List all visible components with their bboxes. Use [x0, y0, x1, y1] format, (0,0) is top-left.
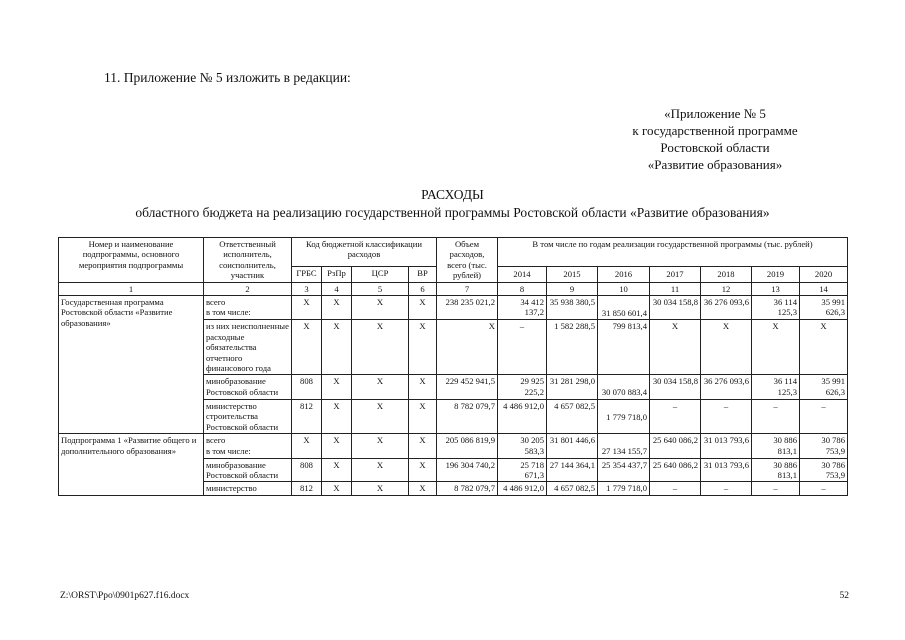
year-value-cell: 30 886 813,1: [752, 434, 800, 458]
year-value-cell: 30 070 883,4: [598, 375, 650, 399]
year-value-cell: 30 786 753,9: [800, 458, 848, 482]
year-value-cell: –: [800, 399, 848, 433]
year-value-cell: –: [650, 399, 701, 433]
executor-cell: всего в том числе:: [204, 434, 292, 458]
header-row-1: [59, 238, 848, 267]
header-year: 2014: [498, 266, 547, 282]
header-vr: ВР: [409, 266, 437, 282]
csr-cell: X: [352, 375, 409, 399]
appendix-line-2: к государственной программе: [632, 123, 798, 138]
year-value-cell: 31 281 298,0: [547, 375, 598, 399]
header-grbs: ГРБС: [292, 266, 322, 282]
year-value-cell: 1 779 718,0: [598, 482, 650, 495]
rzpr-cell: X: [322, 482, 352, 495]
column-number: 2: [204, 282, 292, 295]
header-year: 2019: [752, 266, 800, 282]
header-years-group: В том числе по годам реализации государственной программы (тыс. рублей): [498, 238, 848, 267]
appendix-heading: [585, 105, 845, 173]
year-value-cell: 36 114 125,3: [752, 375, 800, 399]
grbs-cell: 812: [292, 482, 322, 495]
year-value-cell: 4 486 912,0: [498, 482, 547, 495]
vr-cell: X: [409, 296, 437, 320]
header-year: 2018: [701, 266, 752, 282]
grbs-cell: 808: [292, 375, 322, 399]
column-number: 12: [701, 282, 752, 295]
year-value-cell: 4 486 912,0: [498, 399, 547, 433]
year-value-cell: X: [701, 320, 752, 375]
appendix-line-1: «Приложение № 5: [664, 106, 766, 121]
executor-cell: всего в том числе:: [204, 296, 292, 320]
rzpr-cell: X: [322, 458, 352, 482]
title-main: РАСХОДЫ: [421, 187, 484, 202]
year-value-cell: 36 114 125,3: [752, 296, 800, 320]
year-value-cell: 1 779 718,0: [598, 399, 650, 433]
appendix-line-4: «Развитие образования»: [647, 157, 783, 172]
year-value-cell: 30 034 158,8: [650, 375, 701, 399]
header-year: 2015: [547, 266, 598, 282]
year-value-cell: 31 013 793,6: [701, 458, 752, 482]
year-value-cell: 27 144 364,1: [547, 458, 598, 482]
csr-cell: X: [352, 399, 409, 433]
csr-cell: X: [352, 434, 409, 458]
document-title: [0, 186, 905, 222]
grbs-cell: 812: [292, 399, 322, 433]
column-number: 14: [800, 282, 848, 295]
rzpr-cell: X: [322, 434, 352, 458]
year-value-cell: X: [650, 320, 701, 375]
column-number: 7: [437, 282, 498, 295]
program-name-cell: Государственная программа Ростовской области «Развитие образования»: [59, 296, 204, 434]
vr-cell: X: [409, 482, 437, 495]
year-value-cell: 30 786 753,9: [800, 434, 848, 458]
year-value-cell: 4 657 082,5: [547, 482, 598, 495]
expenses-table: [58, 237, 848, 496]
column-number-row: [59, 282, 848, 295]
table-row: [59, 434, 848, 458]
vr-cell: X: [409, 434, 437, 458]
year-value-cell: –: [701, 399, 752, 433]
year-value-cell: X: [752, 320, 800, 375]
executor-cell: министерство: [204, 482, 292, 495]
total-cell: 205 086 819,9: [437, 434, 498, 458]
year-value-cell: –: [752, 399, 800, 433]
vr-cell: X: [409, 458, 437, 482]
year-value-cell: 27 134 155,7: [598, 434, 650, 458]
rzpr-cell: X: [322, 375, 352, 399]
total-cell: 238 235 021,2: [437, 296, 498, 320]
grbs-cell: 808: [292, 458, 322, 482]
header-year: 2016: [598, 266, 650, 282]
executor-cell: министерство строительства Ростовской области: [204, 399, 292, 433]
grbs-cell: X: [292, 434, 322, 458]
header-year: 2017: [650, 266, 701, 282]
table-body: [59, 296, 848, 496]
column-number: 5: [352, 282, 409, 295]
column-number: 11: [650, 282, 701, 295]
csr-cell: X: [352, 320, 409, 375]
column-number: 6: [409, 282, 437, 295]
year-value-cell: 25 718 671,3: [498, 458, 547, 482]
year-value-cell: 31 850 601,4: [598, 296, 650, 320]
year-value-cell: –: [701, 482, 752, 495]
total-cell: X: [437, 320, 498, 375]
title-subtitle: областного бюджета на реализацию государственной программы Ростовской области «Развитие образования»: [135, 205, 770, 220]
year-value-cell: 31 013 793,6: [701, 434, 752, 458]
year-value-cell: 30 205 583,3: [498, 434, 547, 458]
grbs-cell: X: [292, 296, 322, 320]
header-kbk: Код бюджетной классификации расходов: [292, 238, 437, 267]
year-value-cell: 1 582 288,5: [547, 320, 598, 375]
header-name: Номер и наименование подпрограммы, основного мероприятия подпрограммы: [59, 238, 204, 283]
column-number: 4: [322, 282, 352, 295]
header-volume: Объем расходов, всего (тыс. рублей): [437, 238, 498, 283]
vr-cell: X: [409, 399, 437, 433]
appendix-line-3: Ростовской области: [660, 140, 770, 155]
year-value-cell: 29 925 225,2: [498, 375, 547, 399]
vr-cell: X: [409, 375, 437, 399]
year-value-cell: –: [752, 482, 800, 495]
footer-file-path: Z:\ORST\Ppo\0901p627.f16.docx: [60, 591, 190, 601]
table-row: [59, 296, 848, 320]
year-value-cell: X: [800, 320, 848, 375]
csr-cell: X: [352, 458, 409, 482]
intro-text: 11. Приложение № 5 изложить в редакции:: [104, 70, 351, 85]
grbs-cell: X: [292, 320, 322, 375]
year-value-cell: 35 938 380,5: [547, 296, 598, 320]
year-value-cell: 25 354 437,7: [598, 458, 650, 482]
total-cell: 196 304 740,2: [437, 458, 498, 482]
column-number: 9: [547, 282, 598, 295]
year-value-cell: 25 640 086,2: [650, 434, 701, 458]
csr-cell: X: [352, 482, 409, 495]
executor-cell: минобразование Ростовской области: [204, 375, 292, 399]
executor-cell: минобразование Ростовской области: [204, 458, 292, 482]
year-value-cell: 799 813,4: [598, 320, 650, 375]
executor-cell: из них неисполненные расходные обязательства отчетного финансового года: [204, 320, 292, 375]
year-value-cell: 36 276 093,6: [701, 296, 752, 320]
year-value-cell: 4 657 082,5: [547, 399, 598, 433]
column-number: 10: [598, 282, 650, 295]
year-value-cell: –: [650, 482, 701, 495]
year-value-cell: –: [800, 482, 848, 495]
year-value-cell: 34 412 137,2: [498, 296, 547, 320]
program-name-cell: Подпрограмма 1 «Развитие общего и дополнительного образования»: [59, 434, 204, 496]
year-value-cell: 35 991 626,3: [800, 296, 848, 320]
header-csr: ЦСР: [352, 266, 409, 282]
total-cell: 8 782 079,7: [437, 399, 498, 433]
year-value-cell: –: [498, 320, 547, 375]
year-value-cell: 25 640 086,2: [650, 458, 701, 482]
year-value-cell: 35 991 626,3: [800, 375, 848, 399]
column-number: 8: [498, 282, 547, 295]
year-value-cell: 36 276 093,6: [701, 375, 752, 399]
rzpr-cell: X: [322, 296, 352, 320]
total-cell: 8 782 079,7: [437, 482, 498, 495]
column-number: 3: [292, 282, 322, 295]
year-value-cell: 30 034 158,8: [650, 296, 701, 320]
rzpr-cell: X: [322, 320, 352, 375]
year-value-cell: 30 886 813,1: [752, 458, 800, 482]
column-number: 13: [752, 282, 800, 295]
year-value-cell: 31 801 446,6: [547, 434, 598, 458]
header-year: 2020: [800, 266, 848, 282]
header-rzpr: РзПр: [322, 266, 352, 282]
vr-cell: X: [409, 320, 437, 375]
footer-page-number: 52: [839, 591, 849, 601]
total-cell: 229 452 941,5: [437, 375, 498, 399]
header-executor: Ответственный исполнитель, соисполнитель, участник: [204, 238, 292, 283]
csr-cell: X: [352, 296, 409, 320]
column-number: 1: [59, 282, 204, 295]
rzpr-cell: X: [322, 399, 352, 433]
